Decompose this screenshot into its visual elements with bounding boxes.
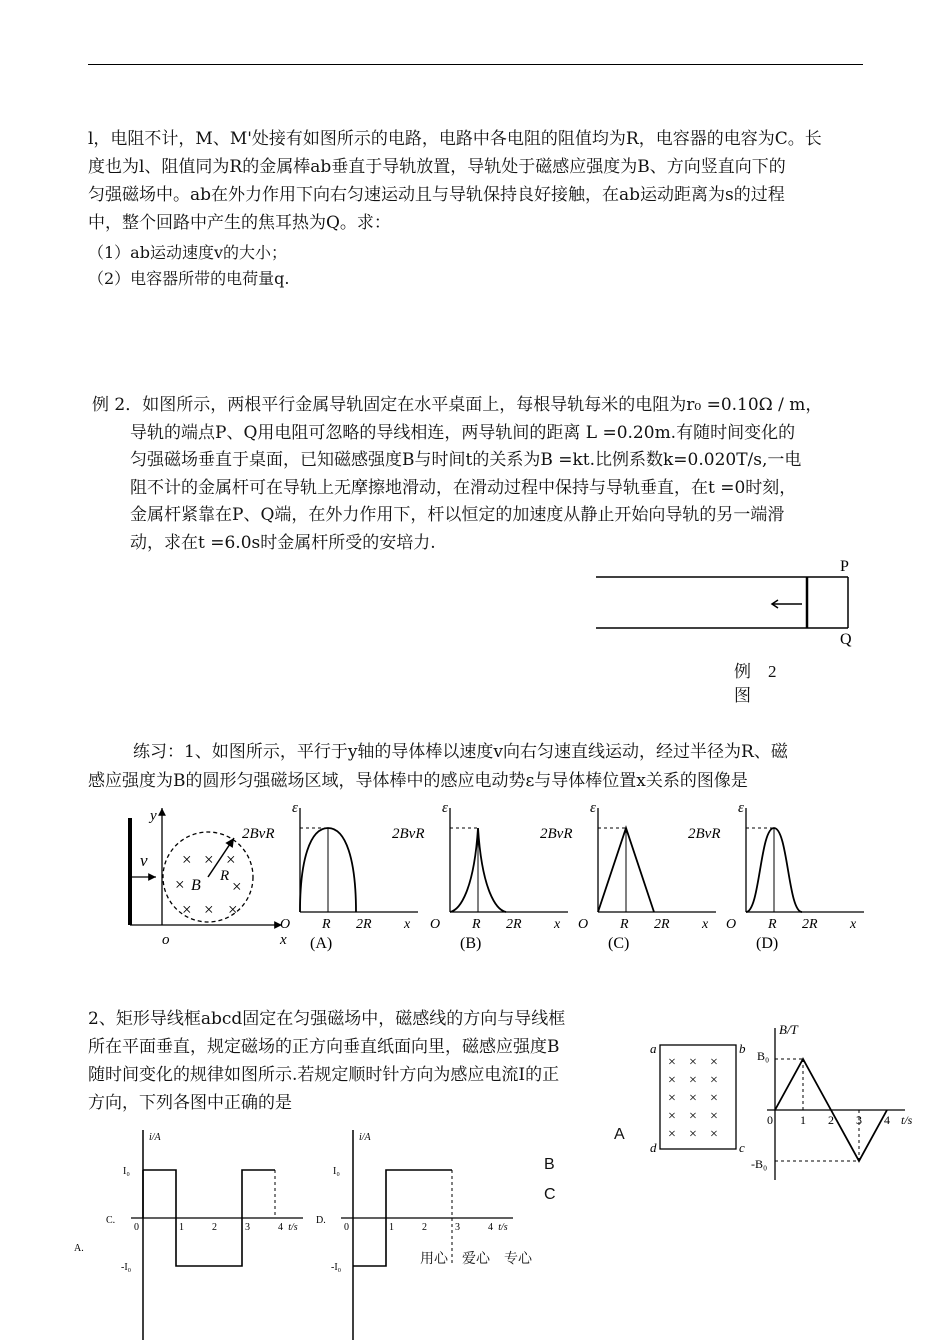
cross-mark: × (668, 1073, 676, 1088)
peak-label: 2BvR (392, 826, 425, 842)
origin-label: 0 (344, 1222, 349, 1233)
option-c-graph (540, 800, 716, 952)
example2-text (92, 392, 874, 557)
cross-mark: × (689, 1073, 697, 1088)
example2-line: 匀强磁场垂直于桌面，已知磁感强度B与时间t的关系为B =kt.比例系数k=0.020T/s,一电 (130, 450, 802, 470)
corner-c: c (739, 1140, 745, 1155)
i0-label: I₀ (333, 1166, 340, 1177)
t-axis-label: t/s (498, 1222, 508, 1233)
option-d-current-graph (331, 1130, 513, 1340)
practice1-text (88, 738, 866, 796)
cross-mark: × (668, 1109, 676, 1124)
cross-mark: × (182, 850, 192, 869)
epsilon-label: ε (292, 800, 298, 816)
cross-mark: × (689, 1127, 697, 1142)
tick-label: 4 (884, 1113, 890, 1127)
practice2-line: 随时间变化的规律如图所示.若规定顺时针方向为感应电流I的正 (88, 1065, 560, 1085)
i0-label: I₀ (123, 1166, 130, 1177)
epsilon-label: ε (442, 800, 448, 816)
cross-mark: × (182, 900, 192, 919)
option-label: (B) (460, 935, 482, 952)
field-crosses (175, 850, 242, 919)
practice2-line: 方向，下列各图中正确的是 (88, 1093, 292, 1113)
problem1-line: 匀强磁场中。ab在外力作用下向右匀速运动且与导轨保持良好接触，在ab运动距离为s的过程 (88, 185, 785, 205)
question-2: （2）电容器所带的电荷量q. (88, 269, 290, 288)
example2-line: 如图所示，两根平行金属导轨固定在水平桌面上，每根导轨每米的电阻为r₀ =0.10Ω / m， (142, 395, 823, 415)
example2-line: 动，求在t =6.0s时金属杆所受的安培力. (130, 532, 436, 553)
neg-b0-label: -B₀ (751, 1157, 768, 1171)
header-rule (88, 64, 863, 65)
practice2-text (88, 1005, 633, 1117)
practice1-line: 感应强度为B的圆形匀强磁场区域，导体棒中的感应电动势ε与导体棒位置x关系的图像是 (88, 771, 748, 791)
problem1-text (88, 125, 866, 237)
option-label: (D) (756, 935, 779, 952)
tick-label: 3 (455, 1222, 460, 1233)
cross-mark: × (710, 1073, 718, 1088)
corner-d: d (650, 1140, 657, 1155)
origin-label: O (578, 917, 589, 932)
r-tick-label: R (768, 917, 777, 932)
footer-text: 用心 爱心 专心 (420, 1251, 532, 1267)
r-tick-label: R (322, 917, 331, 932)
x-label: x (404, 917, 411, 932)
cross-mark: × (668, 1091, 676, 1106)
practice2-line: 2、矩形导线框abcd固定在匀强磁场中，磁感线的方向与导线框 (88, 1009, 566, 1029)
tick-label: 1 (800, 1113, 806, 1127)
peak-label: 2BvR (242, 826, 275, 842)
option-c-mark: C. (106, 1215, 116, 1226)
point-q: Q (840, 631, 852, 648)
problem1-line: 度也为l、阻值同为R的金属棒ab垂直于导轨放置，导轨处于磁感应强度为B、方向竖直向下的 (88, 157, 786, 177)
tick-label: 2 (422, 1222, 427, 1233)
origin-label: 0 (134, 1222, 139, 1233)
tick-label: 2 (828, 1113, 834, 1127)
tick-label: 1 (389, 1222, 394, 1233)
x-label: x (850, 917, 857, 932)
option-c-label: C (544, 1186, 556, 1203)
example2-line: 金属杆紧靠在P、Q端，在外力作用下，杆以恒定的加速度从静止开始向导轨的另一端滑 (130, 505, 785, 525)
cross-mark: × (689, 1109, 697, 1124)
cross-mark: × (668, 1127, 676, 1142)
caption-line-1: 例 2 (734, 662, 777, 681)
cross-mark: × (689, 1091, 697, 1106)
example2-lead: 例 2． (92, 395, 143, 415)
neg-i0-label: -I₀ (121, 1262, 132, 1273)
epsilon-label: ε (590, 800, 596, 816)
corner-b: b (739, 1041, 746, 1056)
t-axis-label: t/s (901, 1113, 913, 1127)
example2-line: 导轨的端点P、Q用电阻可忽略的导线相连，两导轨间的距离 L =0.20m.有随时间变化的 (130, 422, 796, 443)
practice2-line: 所在平面垂直，规定磁场的正方向垂直纸面向里，磁感应强度B (88, 1037, 560, 1057)
option-c-current-graph (121, 1130, 303, 1340)
origin-label: O (726, 917, 737, 932)
y-label: y (150, 808, 157, 824)
option-d-graph (688, 800, 864, 952)
current-graphs-figure (68, 1125, 588, 1342)
problem1-questions (88, 240, 866, 292)
cross-mark: × (689, 1055, 697, 1070)
tick-label: 4 (488, 1222, 493, 1233)
t-axis-label: t/s (288, 1222, 298, 1233)
point-p: P (840, 558, 849, 575)
two-r-tick-label: 2R (506, 917, 522, 932)
cross-mark: × (204, 900, 214, 919)
cross-mark: × (668, 1055, 676, 1070)
cross-mark: × (228, 900, 238, 919)
cross-mark: × (175, 875, 185, 894)
cross-mark: × (204, 850, 214, 869)
origin-label: o (162, 932, 170, 948)
cross-mark: × (226, 850, 236, 869)
tick-label: 3 (245, 1222, 250, 1233)
cross-mark: × (710, 1055, 718, 1070)
question-1: （1）ab运动速度v的大小； (88, 243, 288, 262)
cross-mark: × (232, 877, 242, 896)
two-r-tick-label: 2R (802, 917, 818, 932)
cross-mark: × (710, 1091, 718, 1106)
caption-line-2: 图 (734, 686, 751, 705)
two-r-tick-label: 2R (356, 917, 372, 932)
example2-line: 阻不计的金属杆可在导轨上无摩擦地滑动，在滑动过程中保持与导轨垂直，在t =0时刻， (130, 477, 797, 498)
rail-figure (590, 555, 870, 705)
r-tick-label: R (620, 917, 629, 932)
i-axis-label: i/A (149, 1132, 161, 1143)
neg-i0-label: -I₀ (331, 1262, 342, 1273)
tick-label: 4 (278, 1222, 283, 1233)
x-label: x (554, 917, 561, 932)
option-a-label: A (614, 1126, 625, 1143)
figure-caption (734, 660, 777, 708)
tick-label: 2 (212, 1222, 217, 1233)
corner-a: a (650, 1041, 657, 1056)
problem1-line: l，电阻不计，M、M'处接有如图所示的电路，电路中各电阻的阻值均为R，电容器的电容为C。长 (88, 129, 822, 149)
option-b-graph (392, 800, 568, 952)
r-tick-label: R (472, 917, 481, 932)
peak-label: 2BvR (540, 826, 573, 842)
b-axis-label: B/T (779, 1022, 798, 1037)
b0-label: B₀ (757, 1049, 770, 1063)
radius-label: R (220, 868, 230, 884)
option-label: (C) (608, 935, 630, 952)
cross-mark: × (710, 1109, 718, 1124)
x-label: x (702, 917, 709, 932)
peak-label: 2BvR (688, 826, 721, 842)
option-label: (A) (310, 935, 333, 952)
x-label: x (280, 932, 287, 948)
option-b-label: B (544, 1156, 555, 1173)
option-a-graph (242, 800, 418, 952)
origin-label: O (280, 917, 291, 932)
velocity-label: v (140, 851, 148, 870)
origin-label: 0 (767, 1113, 773, 1127)
frame-and-bt-figure (640, 1020, 913, 1185)
problem1-line: 中，整个回路中产生的焦耳热为Q。求： (88, 213, 391, 233)
option-a-mark: A. (74, 1243, 84, 1254)
tick-label: 3 (856, 1113, 862, 1127)
origin-label: O (430, 917, 441, 932)
frame-crosses (668, 1055, 718, 1142)
b-t-graph (751, 1022, 913, 1180)
tick-label: 1 (179, 1222, 184, 1233)
two-r-tick-label: 2R (654, 917, 670, 932)
field-b-label: B (191, 877, 201, 894)
emf-options-figure (120, 800, 890, 960)
practice1-line: 练习：1、如图所示，平行于y轴的导体棒以速度v向右匀速直线运动，经过半径为R、磁 (133, 742, 788, 762)
i-axis-label: i/A (359, 1132, 371, 1143)
cross-mark: × (710, 1127, 718, 1142)
epsilon-label: ε (738, 800, 744, 816)
option-d-mark: D. (316, 1215, 326, 1226)
